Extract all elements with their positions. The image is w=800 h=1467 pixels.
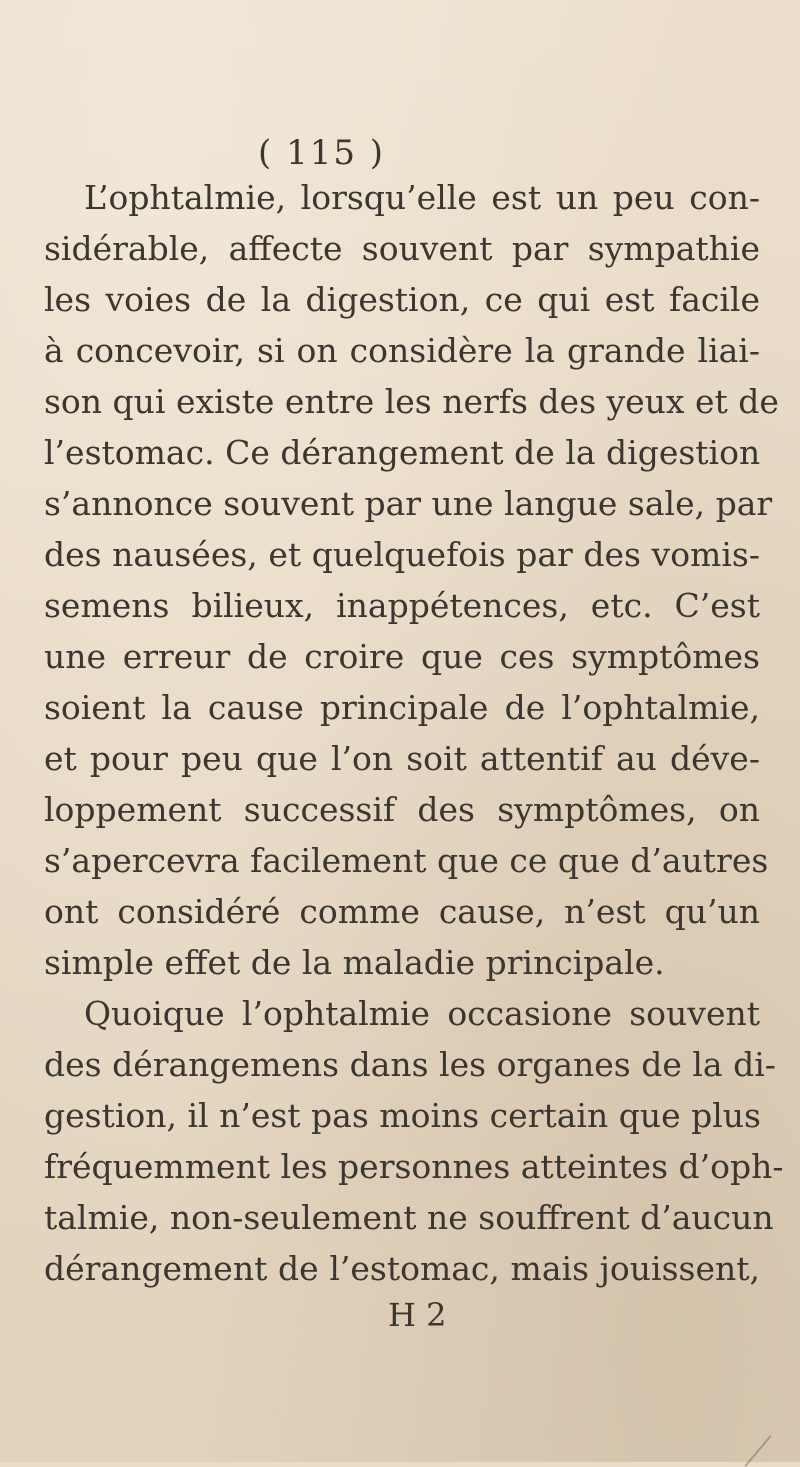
text-line-3: les voies de la digestion, ce qui est facile: [44, 280, 760, 319]
text-line-2: sidérable, affecte souvent par sympathie: [44, 229, 760, 268]
text-line-18: des dérangemens dans les organes de la di-: [44, 1045, 776, 1084]
text-line-14: s’apercevra facilement que ce que d’autres: [44, 841, 769, 880]
text-line-21: talmie, non-seulement ne souffrent d’aucun: [44, 1198, 774, 1237]
text-line-16: simple effet de la maladie principale.: [44, 943, 665, 982]
text-line-10: une erreur de croire que ces symptômes: [44, 637, 760, 676]
text-line-1: L’ophtalmie, lorsqu’elle est un peu con-: [84, 178, 760, 217]
text-line-7: s’annonce souvent par une langue sale, par: [44, 484, 773, 523]
text-line-19: gestion, il n’est pas moins certain que plus: [44, 1096, 761, 1135]
text-line-15: ont considéré comme cause, n’est qu’un: [44, 892, 760, 931]
text-line-20: fréquemment les personnes atteintes d’oph-: [44, 1147, 784, 1186]
text-line-17: Quoique l’ophtalmie occasione souvent: [84, 994, 760, 1033]
text-line-4: à concevoir, si on considère la grande liai-: [44, 331, 760, 370]
text-line-22: dérangement de l’estomac, mais jouissent,: [44, 1249, 760, 1288]
text-line-11: soient la cause principale de l’ophtalmie,: [44, 688, 760, 727]
paper-crease: [744, 1435, 771, 1467]
text-line-13: loppement successif des symptômes, on: [44, 790, 760, 829]
signature-mark: H 2: [388, 1296, 447, 1334]
text-line-9: semens bilieux, inappétences, etc. C’est: [44, 586, 760, 625]
page-number: ( 115 ): [258, 133, 386, 173]
text-line-8: des nausées, et quelquefois par des vomis-: [44, 535, 760, 574]
text-line-6: l’estomac. Ce dérangement de la digestion: [44, 433, 761, 472]
text-line-12: et pour peu que l’on soit attentif au déve-: [44, 739, 760, 778]
text-line-5: son qui existe entre les nerfs des yeux et de: [44, 382, 779, 421]
